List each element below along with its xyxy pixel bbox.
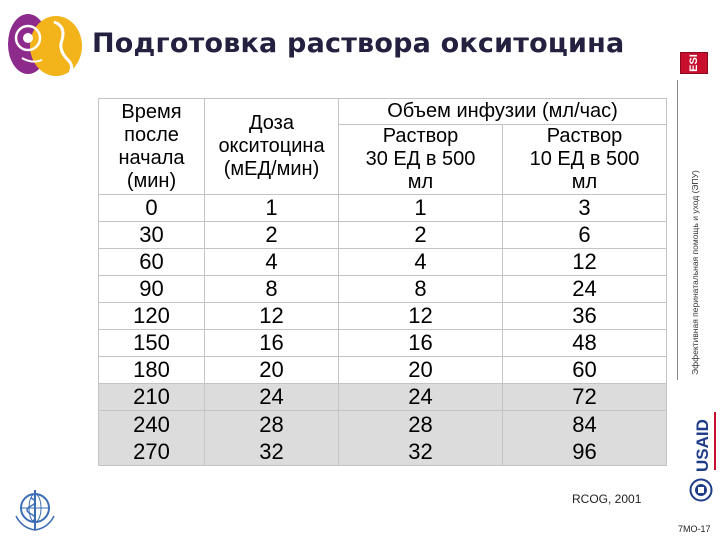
side-caption: Эффективная перинатальная помощь и уход (ЭПУ) (690, 170, 700, 375)
header-solution-30: Раствор 30 ЕД в 500 мл (339, 125, 503, 195)
cell-dose: 12 (205, 303, 339, 330)
cell-sol30: 1 (339, 195, 503, 222)
table-row (99, 222, 667, 249)
cell-dose: 16 (205, 330, 339, 357)
table-row (99, 195, 667, 222)
esi-logo: ESI (680, 52, 708, 74)
cell-time: 120 (99, 303, 205, 330)
cell-dose: 8 (205, 276, 339, 303)
cell-dose: 2 (205, 222, 339, 249)
header-time: Время после начала (мин) (99, 99, 205, 195)
cell-dose: 24 (205, 384, 339, 411)
cell-sol30: 24 (339, 384, 503, 411)
cell-sol30: 2 (339, 222, 503, 249)
cell-sol10: 3 (503, 195, 667, 222)
cell-dose: 1 (205, 195, 339, 222)
header-dose: Доза окситоцина (мЕД/мин) (205, 99, 339, 195)
cell-time: 90 (99, 276, 205, 303)
page-title: Подготовка раствора окситоцина (92, 28, 625, 59)
cell-sol10: 6 (503, 222, 667, 249)
cell-time: 60 (99, 249, 205, 276)
cell-sol10: 12 (503, 249, 667, 276)
cell-sol30: 28 32 (339, 411, 503, 466)
cell-sol10: 84 96 (503, 411, 667, 466)
cell-time: 0 (99, 195, 205, 222)
table-row (99, 303, 667, 330)
program-logo-icon (4, 8, 86, 78)
cell-sol10: 24 (503, 276, 667, 303)
table-row (99, 384, 667, 411)
cell-sol30: 20 (339, 357, 503, 384)
cell-sol10: 60 (503, 357, 667, 384)
source-citation: RCOG, 2001 (572, 492, 642, 506)
cell-sol10: 72 (503, 384, 667, 411)
table-row (99, 249, 667, 276)
table-row (99, 276, 667, 303)
usaid-seal-icon (689, 478, 713, 502)
cell-sol30: 8 (339, 276, 503, 303)
cell-dose: 28 32 (205, 411, 339, 466)
oxytocin-table (98, 98, 666, 466)
cell-time: 240 270 (99, 411, 205, 466)
cell-sol30: 4 (339, 249, 503, 276)
cell-sol10: 48 (503, 330, 667, 357)
cell-dose: 4 (205, 249, 339, 276)
table-row (99, 357, 667, 384)
table-row-merged (99, 411, 667, 466)
cell-time: 180 (99, 357, 205, 384)
usaid-logo-icon (686, 408, 720, 474)
cell-sol30: 12 (339, 303, 503, 330)
cell-sol10: 36 (503, 303, 667, 330)
cell-time: 210 (99, 384, 205, 411)
table-row (99, 330, 667, 357)
usaid-logo-text: USAID (693, 419, 712, 472)
cell-time: 30 (99, 222, 205, 249)
cell-time: 150 (99, 330, 205, 357)
divider (677, 80, 678, 380)
header-solution-10: Раствор 10 ЕД в 500 мл (503, 125, 667, 195)
who-emblem-icon (10, 486, 60, 534)
slide-code: 7MO-17 (678, 524, 711, 534)
cell-dose: 20 (205, 357, 339, 384)
cell-sol30: 16 (339, 330, 503, 357)
header-infusion: Объем инфузии (мл/час) (339, 99, 667, 125)
